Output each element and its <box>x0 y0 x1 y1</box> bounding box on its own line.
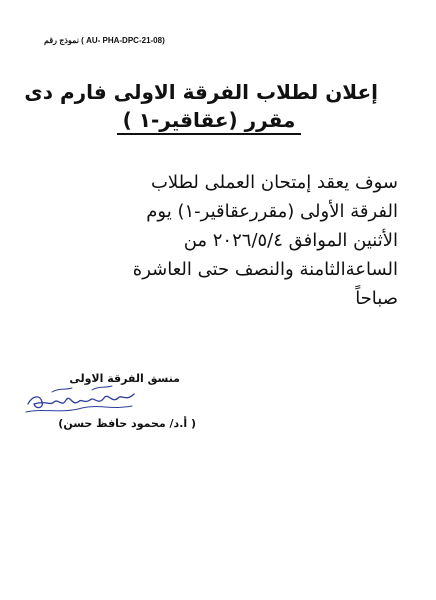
body-line: سوف يعقد إمتحان العملى لطلاب <box>150 172 398 193</box>
body-line: الساعةالثامنة والنصف حتى العاشرة <box>132 259 398 280</box>
body-line: صباحاً <box>355 288 398 309</box>
announcement-title: إعلان لطلاب الفرقة الاولى فارم دى <box>24 80 378 104</box>
form-code: (AU- PHA-DPC-21-08 ) نموذج رقم <box>44 36 165 45</box>
coordinator-name: ( أ.د/ محمود حافظ حسن) <box>58 417 196 430</box>
announcement-body <box>24 168 398 313</box>
course-title <box>40 108 378 132</box>
coordinator-role: منسق الفرقة الاولى <box>69 372 180 385</box>
body-line: الأثنين الموافق ٢٠٢٦/٥/٤ من <box>183 230 398 251</box>
body-line: الفرقة الأولى (مقررعقاقير-١) يوم <box>146 201 398 222</box>
course-title-text: مقرر (عقاقير-١ ) <box>117 108 302 135</box>
handwritten-signature <box>22 384 142 418</box>
